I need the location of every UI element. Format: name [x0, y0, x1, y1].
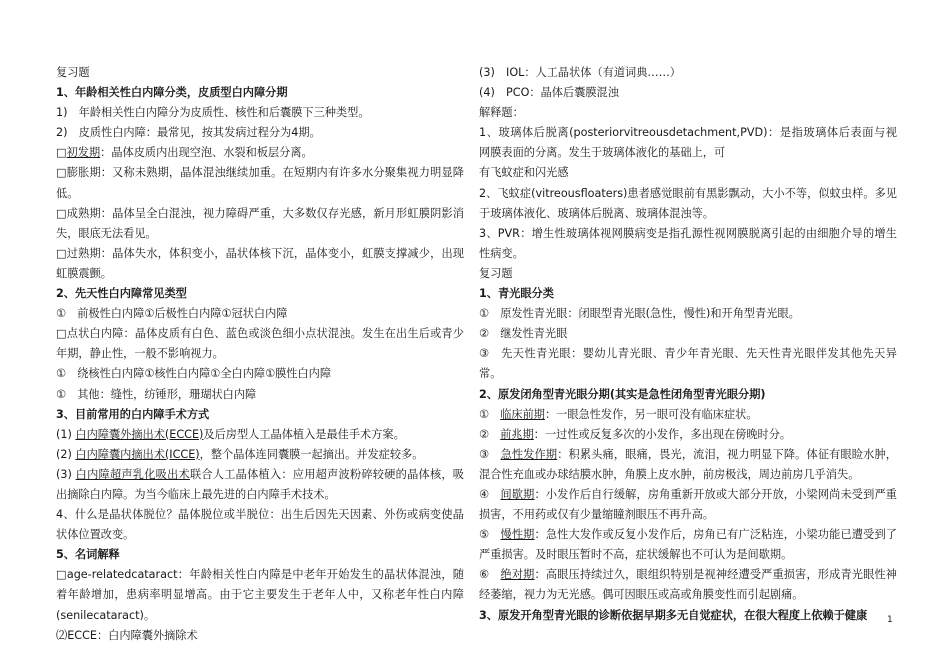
text-span: ，整个晶体连同囊膜一起摘出。并发症较多。	[199, 447, 424, 461]
term-underlined: 白内障超声乳化吸出术	[75, 467, 190, 481]
right-column	[479, 63, 897, 626]
text-span: (1)	[56, 427, 76, 441]
question-1: 1、年龄相关性白内障分类，皮质型白内障分期	[56, 86, 288, 100]
text-span: ②	[479, 427, 501, 441]
text-line	[56, 425, 464, 445]
page-number: 1	[887, 615, 893, 625]
heading-review: 复习题	[479, 266, 513, 280]
term-underlined: 慢性期	[500, 528, 535, 542]
glaucoma-question-3: 3、原发开角型青光眼的诊断依据早期多无自觉症状，在很大程度上依赖于健康	[479, 608, 868, 622]
paragraph: ③ 先天性青光眼：婴幼儿青光眼、青少年青光眼、先天性青光眼伴发其他先天异常。	[479, 347, 897, 381]
text-span: ⑤	[479, 528, 501, 542]
text-span: ：积累头痛，眼痛，畏光，流泪，视力明显下降。体征有眼睑水肿，混合性充血或办球结膜水肿，角膜上皮水肿，前房极浅，周边前房几乎消失。	[479, 447, 897, 481]
question-5: 5、名词解释	[56, 548, 120, 562]
text-line: 有飞蚊症和闪光感	[479, 166, 569, 180]
paragraph: □age-relatedcataract：年龄相关性白内障是中老年开始发生的晶状体混浊，随着年龄增加，患病率明显增高。由于它主要发生于老年人中，又称老年性白内障(senilecataract)。	[56, 568, 464, 622]
text-span: ③	[479, 447, 501, 461]
paragraph	[479, 485, 897, 525]
glaucoma-question-2: 2、原发闭角型青光眼分期(其实是急性闭角型青光眼分期)	[479, 387, 766, 401]
term-underlined: 急性发作期	[500, 447, 558, 461]
text-line: ① 原发性青光眼：闭眼型青光眼(急性，慢性)和开角型青光眼。	[479, 307, 800, 321]
text-span: (3)	[56, 467, 76, 481]
heading-explanations: 解释题：	[479, 106, 524, 120]
text-line: ① 绕核性白内障①核性白内障①全白内障①膜性白内障	[56, 367, 332, 381]
term-underlined: 白内障囊内摘出术(ICCE)	[75, 447, 200, 461]
text-line	[56, 445, 464, 465]
text-line: ⑵ECCE：白内障囊外摘除术	[56, 628, 198, 642]
text-line	[479, 425, 897, 445]
text-line: 2) 皮质性白内障：最常见，按其发病过程分为4期。	[56, 126, 321, 140]
text-line: (3) IOL：人工晶状体（有道词典……）	[479, 66, 681, 79]
question-2: 2、先天性白内障常见类型	[56, 287, 187, 301]
paragraph: □过熟期：晶体失水，体积变小，晶状体核下沉，晶体变小，虹膜支撑减少，出现虹膜震颤。	[56, 246, 464, 280]
glaucoma-question-1: 1、青光眼分类	[479, 287, 554, 301]
paragraph: 2、飞蚊症(vitreousfloaters)患者感觉眼前有黑影飘动，大小不等，似蚊虫样。多见于玻璃体液化、玻璃体后脱离、玻璃体混浊等。	[479, 186, 897, 220]
text-line: ① 前极性白内障①后极性白内障①冠状白内障	[56, 307, 288, 321]
text-span: (2)	[56, 447, 76, 461]
text-line: ① 其他：缝性，纺锤形，珊瑚状白内障	[56, 387, 257, 401]
text-span: ：一眼急性发作，另一眼可没有临床症状。	[544, 407, 758, 421]
heading-review: 复习题	[56, 66, 90, 79]
term-underlined: 初发期	[66, 146, 101, 160]
term-underlined: 间歇期	[500, 487, 535, 501]
text-span: ：急性大发作或反复小发作后，房角已有广泛粘连，小梁功能已遭受到了严重损害。及时眼压暂时不高，症状缓解也不可认为是间歇期。	[479, 528, 897, 562]
paragraph	[479, 565, 897, 605]
text-span: ：高眼压持续过久，眼组织特别是视神经遭受严重损害，形成青光眼性神经萎缩，视力为无光感。偶可因眼压或高或角膜变性而引起剧痛。	[479, 568, 897, 602]
term-underlined: 前兆期	[500, 427, 534, 441]
paragraph: □点状白内障：晶体皮质有白色、蓝色或淡色细小点状混浊。发生在出生后或青少年期，静止性，一般不影响视力。	[56, 327, 464, 361]
text-span: ①	[479, 407, 501, 421]
text-line: ② 继发性青光眼	[479, 327, 568, 341]
paragraph: 3、PVR：增生性玻璃体视网膜病变是指孔源性视网膜脱离引起的由细胞介导的增生性病变。	[479, 226, 897, 260]
term-underlined: 绝对期	[500, 568, 535, 582]
text-line: (4) PCO：晶体后囊膜混浊	[479, 86, 619, 100]
term-underlined: 白内障囊外摘出术(ECCE)	[75, 427, 204, 441]
text-line	[56, 143, 464, 163]
text-span: ④	[479, 487, 501, 501]
paragraph	[56, 465, 464, 505]
text-line	[479, 405, 897, 425]
question-3: 3、目前常用的白内障手术方式	[56, 407, 210, 421]
paragraph	[479, 445, 897, 485]
left-column	[56, 63, 464, 646]
text-span: ⑥	[479, 568, 501, 582]
text-span: ：晶体皮质内出现空泡、水裂和板层分离。	[100, 146, 313, 160]
text-span: ：一过性或反复多次的小发作，多出现在傍晚时分。	[533, 427, 792, 441]
paragraph: □成熟期：晶体呈全白混浊，视力障碍严重，大多数仅存光感，新月形虹膜阴影消失，眼底无法看见。	[56, 206, 464, 240]
text-span: 及后房型人工晶体植入是最佳手术方案。	[203, 427, 405, 441]
question-4: 4、什么是晶状体脱位？晶体脱位或半脱位：出生后因先天因素、外伤或病变使晶状体位置改变。	[56, 508, 464, 542]
text-span: ：小发作后自行缓解，房角重新开放或大部分开放，小梁网尚未受到严重损害，不用药或仅有少量缩瞳剂眼压不再升高。	[479, 487, 897, 522]
term-underlined: 临床前期	[500, 407, 545, 421]
paragraph: 1、玻璃体后脱离(posteriorvitreousdetachment,PVD)：是指玻璃体后表面与视网膜表面的分离。发生于玻璃体液化的基础上，可	[479, 126, 897, 160]
text-span: 联合人工晶体植入：应用超声波粉碎较硬的晶体核，吸出摘除白内障。为当今临床上最先进的白内障手术技术。	[56, 467, 464, 501]
paragraph: □膨胀期：又称未熟期，晶体混浊继续加重。在短期内有许多水分聚集视力明显降低。	[56, 166, 464, 200]
bullet: □	[56, 146, 67, 160]
paragraph	[479, 525, 897, 565]
text-line: 1) 年龄相关性白内障分为皮质性、核性和后囊膜下三种类型。	[56, 106, 370, 120]
